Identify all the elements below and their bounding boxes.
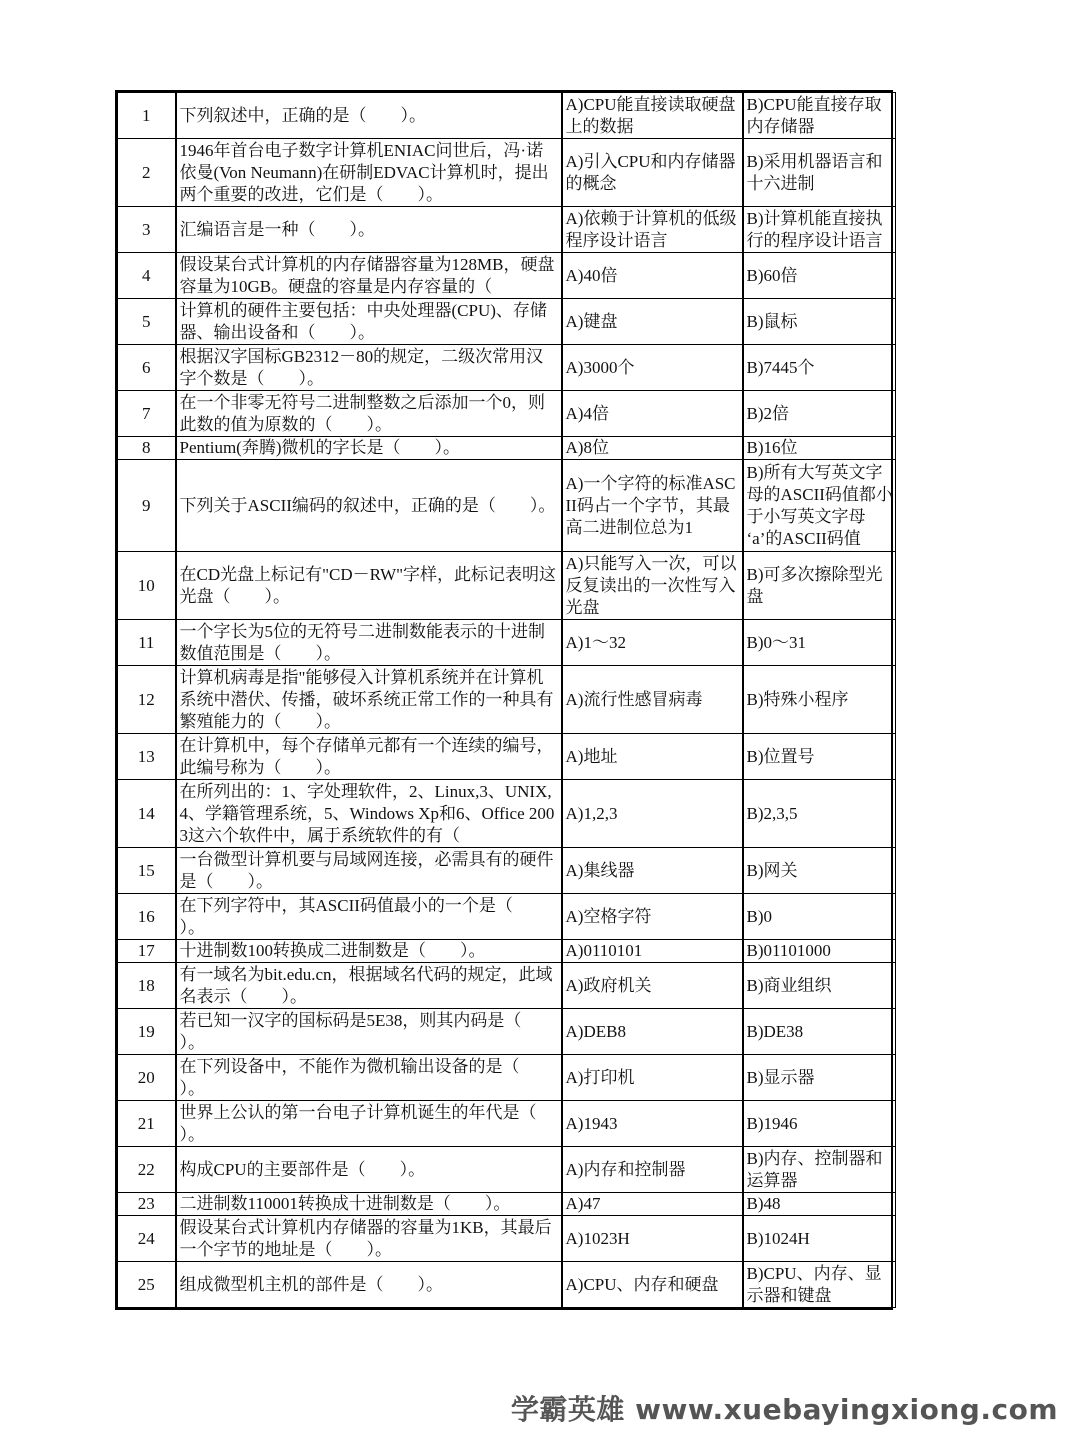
option-b: B)CPU能直接存取内存储器 [746, 94, 882, 136]
question-number-cell [118, 391, 176, 437]
option-a: A)空格字符 [565, 906, 652, 926]
option-b: B)0 [746, 906, 772, 926]
question-number: 11 [138, 632, 155, 652]
option-b-cell [743, 1147, 896, 1193]
option-b: B)采用机器语言和十六进制 [746, 151, 883, 193]
option-b-cell [743, 299, 896, 345]
option-a: A)1023H [565, 1228, 630, 1248]
question-row [118, 1262, 896, 1308]
question-sheet [115, 90, 893, 1310]
question-text: 根据汉字国标GB2312－80的规定，二级次常用汉字个数是（ ）。 [179, 346, 544, 388]
question-text-cell [176, 437, 562, 460]
question-number: 9 [142, 495, 151, 515]
question-text: 在下列设备中，不能作为微机输出设备的是（ ）。 [179, 1056, 554, 1098]
question-text: Pentium(奔腾)微机的字长是（ ）。 [179, 438, 460, 457]
option-b: B)CPU、内存、显示器和键盘 [746, 1263, 882, 1305]
option-a-cell [562, 1055, 743, 1101]
option-a: A)1～32 [565, 632, 626, 652]
question-text: 假设某台式计算机的内存储器容量为128MB，硬盘容量为10GB。硬盘的容量是内存容量的（ [179, 254, 555, 296]
option-b-cell [743, 1055, 896, 1101]
question-number-cell [118, 940, 176, 963]
option-a-cell [562, 93, 743, 139]
question-number: 5 [142, 311, 151, 331]
question-text: 下列关于ASCII编码的叙述中，正确的是（ ）。 [179, 495, 556, 515]
option-b-cell [743, 207, 896, 253]
question-row [118, 780, 896, 848]
question-number: 13 [137, 746, 155, 766]
question-number: 10 [137, 575, 155, 595]
option-b: B)可多次擦除型光盘 [746, 564, 883, 606]
option-a: A)政府机关 [565, 975, 652, 995]
question-row [118, 391, 896, 437]
option-b-cell [743, 460, 896, 552]
option-b-cell [743, 139, 896, 207]
question-number: 23 [137, 1194, 155, 1213]
option-a-cell [562, 460, 743, 552]
option-a-cell [562, 780, 743, 848]
question-number: 17 [137, 941, 155, 960]
question-number: 15 [137, 860, 155, 880]
option-a: A)4倍 [565, 403, 609, 423]
option-b-cell [743, 345, 896, 391]
question-text: 十进制数100转换成二进制数是（ ）。 [179, 941, 486, 960]
question-row [118, 620, 896, 666]
option-a-cell [562, 391, 743, 437]
question-number: 12 [137, 689, 155, 709]
option-a: A)只能写入一次，可以反复读出的一次性写入光盘 [565, 553, 737, 617]
question-text-cell [176, 207, 562, 253]
question-number-cell [118, 552, 176, 620]
question-text-cell [176, 1055, 562, 1101]
option-a: A)47 [565, 1194, 601, 1213]
question-text-cell [176, 391, 562, 437]
question-text-cell [176, 963, 562, 1009]
option-a-cell [562, 253, 743, 299]
question-text: 若已知一汉字的国标码是5E38，则其内码是（ ）。 [179, 1010, 556, 1052]
option-b-cell [743, 848, 896, 894]
question-table-body [118, 93, 896, 1308]
question-row [118, 345, 896, 391]
option-a: A)3000个 [565, 357, 635, 377]
question-number: 8 [142, 438, 151, 457]
question-text: 二进制数110001转换成十进制数是（ ）。 [179, 1194, 511, 1213]
option-b: B)内存、控制器和运算器 [746, 1148, 883, 1190]
option-a: A)一个字符的标准ASCII码占一个字节，其最高二进制位总为1 [565, 473, 736, 537]
option-a: A)DEB8 [565, 1021, 626, 1041]
option-a-cell [562, 1009, 743, 1055]
question-text: 在计算机中，每个存储单元都有一个连续的编号，此编号称为（ ）。 [179, 735, 554, 777]
option-b: B)01101000 [746, 941, 831, 960]
question-row [118, 1101, 896, 1147]
option-b-cell [743, 1193, 896, 1216]
question-number: 20 [137, 1067, 155, 1087]
question-row [118, 1009, 896, 1055]
option-a: A)集线器 [565, 860, 635, 880]
question-number-cell [118, 1216, 176, 1262]
question-number: 24 [137, 1228, 155, 1248]
question-number-cell [118, 253, 176, 299]
question-text-cell [176, 1101, 571, 1147]
question-number-cell [118, 963, 176, 1009]
option-b: B)DE38 [746, 1021, 804, 1041]
option-b: B)60倍 [746, 265, 798, 285]
question-row [118, 299, 896, 345]
question-number-cell [118, 460, 176, 552]
question-number: 3 [142, 219, 151, 239]
question-text-cell [176, 460, 562, 552]
option-a: A)依赖于计算机的低级程序设计语言 [565, 208, 737, 250]
question-number: 14 [137, 803, 155, 823]
question-text-cell [176, 253, 562, 299]
option-b-cell [743, 1262, 896, 1308]
option-b: B)计算机能直接执行的程序设计语言 [746, 208, 883, 250]
option-b-cell [743, 894, 896, 940]
option-b-cell [743, 1101, 896, 1147]
option-a: A)40倍 [565, 265, 618, 285]
question-number: 6 [142, 357, 151, 377]
option-b-cell [743, 253, 896, 299]
question-number-cell [118, 1147, 176, 1193]
option-b-cell [743, 552, 896, 620]
question-text: 一台微型计算机要与局域网连接，必需具有的硬件是（ ）。 [179, 849, 554, 891]
question-row [118, 894, 896, 940]
option-b: B)1946 [746, 1113, 798, 1133]
question-number-cell [118, 620, 176, 666]
option-a: A)1,2,3 [565, 803, 618, 823]
question-row [118, 666, 896, 734]
option-b: B)所有大写英文字母的ASCII码值都小于小写英文字母 ‘a’的ASCII码值 [746, 462, 893, 548]
question-text: 构成CPU的主要部件是（ ）。 [179, 1159, 426, 1179]
question-text-cell [176, 139, 562, 207]
option-b: B)鼠标 [746, 311, 798, 331]
option-a: A)CPU、内存和硬盘 [565, 1274, 719, 1294]
question-text-cell [176, 620, 562, 666]
option-a-cell [562, 437, 743, 460]
option-a-cell [562, 940, 743, 963]
question-text-cell [176, 345, 562, 391]
question-row [118, 437, 896, 460]
question-number: 7 [142, 403, 151, 423]
question-number-cell [118, 734, 176, 780]
option-a: A)8位 [565, 438, 609, 457]
question-text: 在下列字符中，其ASCII码值最小的一个是（ ）。 [179, 895, 547, 937]
question-text: 一个字长为5位的无符号二进制数能表示的十进制数值范围是（ ）。 [179, 621, 545, 663]
question-text-cell [176, 780, 562, 848]
option-a-cell [562, 620, 743, 666]
question-text: 组成微型机主机的部件是（ ）。 [179, 1274, 443, 1294]
question-row [118, 1055, 896, 1101]
option-a: A)引入CPU和内存储器的概念 [565, 151, 736, 193]
question-text-cell [176, 1262, 562, 1308]
question-text: 有一域名为bit.edu.cn，根据域名代码的规定，此域名表示（ ）。 [179, 964, 553, 1006]
question-number-cell [118, 93, 176, 139]
option-a-cell [562, 299, 743, 345]
question-text: 在所列出的：1、字处理软件，2、Linux,3、UNIX,4、学籍管理系统，5、Windows Xp和6、Office 2003这六个软件中，属于系统软件的有（ [179, 781, 555, 845]
option-b: B)48 [746, 1194, 781, 1213]
option-b: B)1024H [746, 1228, 810, 1248]
question-text: 计算机病毒是指"能够侵入计算机系统并在计算机系统中潜伏、传播，破坏系统正常工作的一种具有繁殖能力的（ ）。 [179, 667, 554, 731]
question-row [118, 1193, 896, 1216]
option-b: B)0～31 [746, 632, 806, 652]
option-a: A)0110101 [565, 941, 643, 960]
option-a-cell [562, 1101, 743, 1147]
option-a-cell [562, 666, 743, 734]
question-text-cell [176, 848, 562, 894]
question-row [118, 734, 896, 780]
option-b: B)2,3,5 [746, 803, 798, 823]
question-text-cell [176, 734, 562, 780]
option-a: A)内存和控制器 [565, 1159, 686, 1179]
option-a: A)打印机 [565, 1067, 635, 1087]
question-text-cell [176, 894, 562, 940]
question-text-cell [176, 552, 562, 620]
question-number-cell [118, 1009, 176, 1055]
question-number-cell [118, 666, 176, 734]
question-number-cell [118, 848, 176, 894]
option-a: A)键盘 [565, 311, 618, 331]
question-number: 1 [142, 105, 151, 125]
option-a: A)1943 [565, 1113, 618, 1133]
option-a-cell [562, 1216, 743, 1262]
option-a-cell [562, 139, 743, 207]
option-a-cell [562, 1193, 743, 1216]
question-number-cell [118, 437, 176, 460]
question-row [118, 1216, 896, 1262]
question-number: 16 [137, 906, 155, 926]
question-number-cell [118, 345, 176, 391]
question-text: 假设某台式计算机内存储器的容量为1KB，其最后一个字节的地址是（ ）。 [179, 1217, 552, 1259]
option-b-cell [743, 666, 896, 734]
question-row [118, 139, 896, 207]
question-text: 1946年首台电子数字计算机ENIAC问世后，冯·诺依曼(Von Neumann)在研制EDVAC计算机时，提出两个重要的改进，它们是（ ）。 [179, 140, 549, 204]
option-a-cell [562, 894, 743, 940]
question-row [118, 940, 896, 963]
question-row [118, 963, 896, 1009]
question-text-cell [176, 1009, 562, 1055]
question-text-cell [176, 1147, 562, 1193]
question-number: 4 [142, 265, 151, 285]
option-b-cell [743, 940, 896, 963]
question-number: 2 [142, 162, 151, 182]
option-a-cell [562, 345, 743, 391]
option-b-cell [743, 437, 896, 460]
option-a-cell [562, 1147, 743, 1193]
question-number-cell [118, 207, 176, 253]
question-number: 22 [137, 1159, 155, 1179]
question-row [118, 552, 896, 620]
question-text: 在一个非零无符号二进制整数之后添加一个0，则此数的值为原数的（ ）。 [179, 392, 545, 434]
question-number-cell [118, 1262, 176, 1308]
question-number-cell [118, 139, 176, 207]
option-b-cell [743, 1216, 896, 1262]
option-b-cell [743, 620, 896, 666]
option-b-cell [743, 93, 896, 139]
question-number: 18 [137, 975, 155, 995]
question-number: 21 [137, 1113, 155, 1133]
option-b: B)2倍 [746, 403, 789, 423]
option-a: A)流行性感冒病毒 [565, 689, 703, 709]
question-number: 25 [137, 1274, 155, 1294]
option-b-cell [743, 780, 896, 848]
question-text: 下列叙述中，正确的是（ ）。 [179, 105, 426, 125]
option-a-cell [562, 552, 743, 620]
option-a: A)地址 [565, 746, 618, 766]
option-a-cell [562, 207, 743, 253]
question-table [117, 92, 896, 1308]
option-b-cell [743, 734, 896, 780]
question-number-cell [118, 1193, 176, 1216]
site-watermark: 学霸英雄 www.xuebayingxiong.com [510, 1393, 1058, 1426]
question-row [118, 253, 896, 299]
question-text-cell [176, 299, 562, 345]
question-row [118, 93, 896, 139]
option-b: B)7445个 [746, 357, 815, 377]
question-text: 汇编语言是一种（ ）。 [179, 219, 375, 239]
question-text: 计算机的硬件主要包括：中央处理器(CPU)、存储器、输出设备和（ ）。 [179, 300, 547, 342]
option-b: B)位置号 [746, 746, 815, 766]
question-number-cell [118, 1101, 176, 1147]
question-number-cell [118, 1055, 176, 1101]
option-a: A)CPU能直接读取硬盘上的数据 [565, 94, 736, 136]
option-a-cell [562, 963, 743, 1009]
question-number-cell [118, 780, 176, 848]
question-text-cell [176, 940, 562, 963]
question-text: 世界上公认的第一台电子计算机诞生的年代是（ ）。 [179, 1102, 571, 1144]
question-row [118, 207, 896, 253]
question-text-cell [176, 93, 562, 139]
option-a-cell [562, 848, 743, 894]
option-b-cell [743, 963, 896, 1009]
question-row [118, 1147, 896, 1193]
question-text-cell [176, 1216, 562, 1262]
option-b: B)16位 [746, 438, 798, 457]
question-text-cell [176, 1193, 562, 1216]
question-number-cell [118, 299, 176, 345]
option-b-cell [743, 1009, 896, 1055]
question-number-cell [118, 894, 176, 940]
question-text: 在CD光盘上标记有"CD－RW"字样，此标记表明这光盘（ ）。 [179, 564, 557, 606]
question-row [118, 460, 896, 552]
option-b: B)商业组织 [746, 975, 832, 995]
question-number: 19 [137, 1021, 155, 1041]
option-a-cell [562, 734, 743, 780]
option-b: B)特殊小程序 [746, 689, 849, 709]
option-b: B)网关 [746, 860, 798, 880]
question-text-cell [176, 666, 562, 734]
option-a-cell [562, 1262, 743, 1308]
option-b: B)显示器 [746, 1067, 815, 1087]
option-b-cell [743, 391, 896, 437]
question-row [118, 848, 896, 894]
